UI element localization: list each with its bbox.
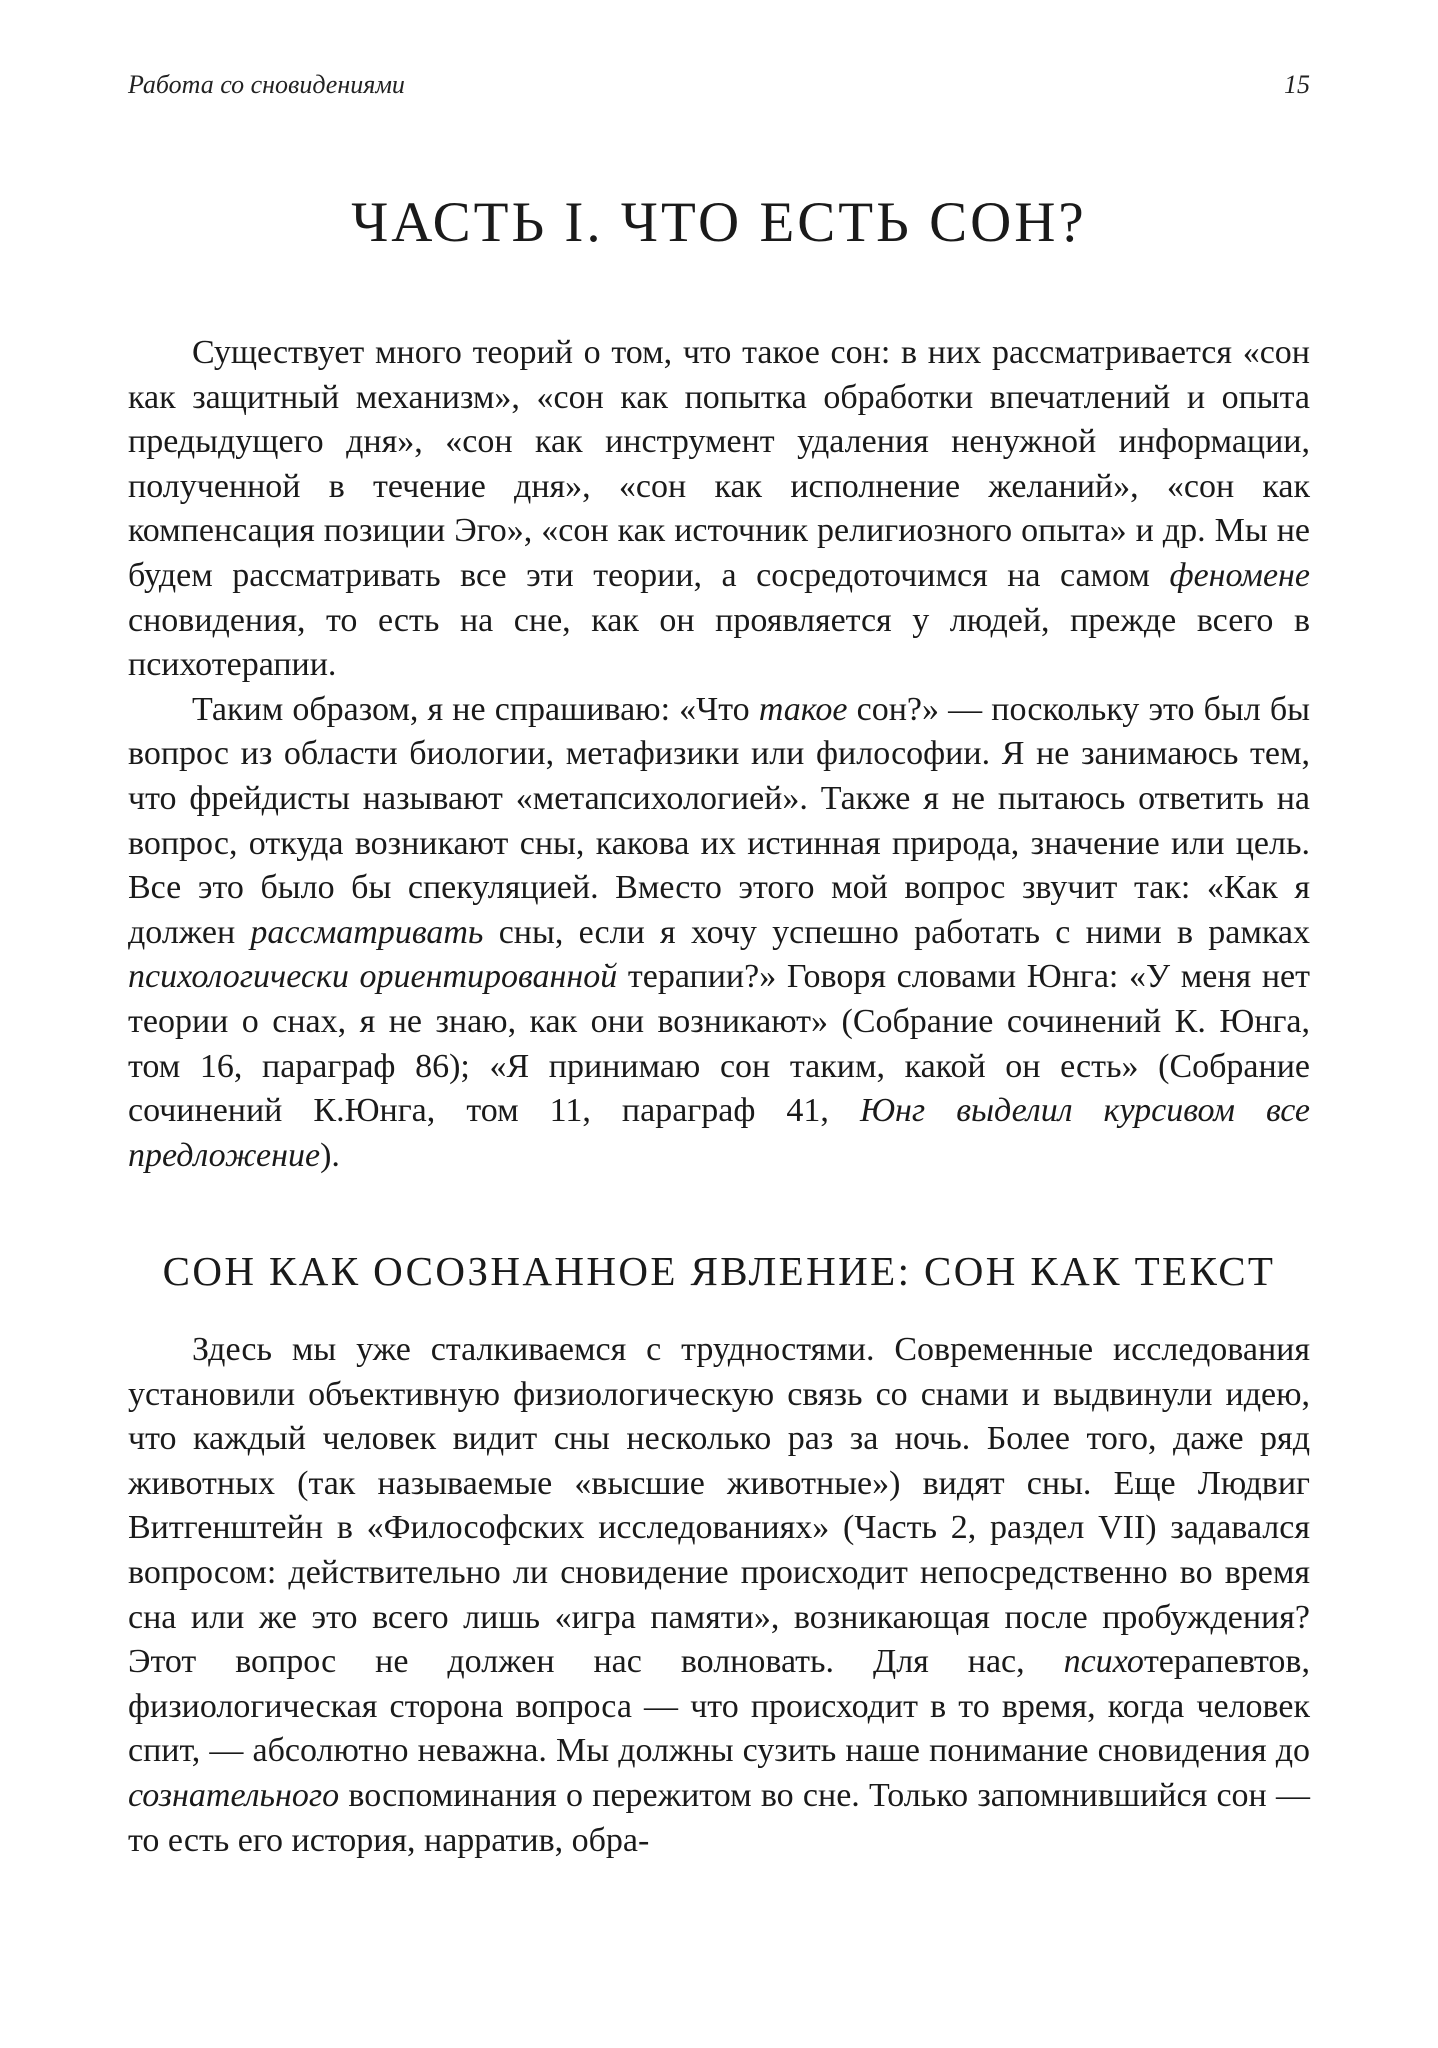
paragraph: Здесь мы уже сталкиваемся с трудностями. Современные исследования установили объективную физиологическую связь со снами и выдвинули идею, что каждый человек видит сны несколько раз за ночь. Более того, даже ряд животных (так называемые «высшие животные») видят сны. Еще Людвиг Витгенштейн в «Философских исследованиях» (Часть 2, раздел VII) задавался вопросом: действительно ли сновидение происходит непосредственно во время сна или же это всего лишь «игра памяти», возникающая после пробуждения? Этот вопрос не должен нас волновать. Для нас, психотерапевтов, физиологическая сторона вопроса — что происходит в то время, когда человек спит, — абсолютно неважна. Мы должны сузить наше понимание сновидения до сознательного воспоминания о пережитом во сне. Только запомнившийся сон — то есть его история, нарратив, обра- xyxy=(128,1331,1310,1859)
page-number: 15 xyxy=(1284,70,1310,99)
chapter-title: ЧАСТЬ I. ЧТО ЕСТЬ СОН? xyxy=(351,191,1087,254)
section-heading: СОН КАК ОСОЗНАННОЕ ЯВЛЕНИЕ: СОН КАК ТЕКСТ xyxy=(162,1248,1276,1294)
running-head xyxy=(128,70,1310,110)
running-head-title: Работа со сновидениями xyxy=(128,70,405,99)
paragraph: Таким образом, я не спрашиваю: «Что такое сон?» — поскольку это был бы вопрос из области биологии, метафизики или философии. Я не занимаюсь тем, что фрейдисты называют «метапсихологией». Также я не пытаюсь ответить на вопрос, откуда возникают сны, какова их истинная природа, значение или цель. Все это было бы спекуляцией. Вместо этого мой вопрос звучит так: «Как я должен рассматривать сны, если я хочу успешно работать с ними в рамках психологически ориентированной терапии?» Говоря словами Юнга: «У меня нет теории о снах, я не знаю, как они возникают» (Собрание сочинений К. Юнга, том 16, параграф 86); «Я принимаю сон таким, какой он есть» (Собрание сочинений К.Юнга, том 11, параграф 41, Юнг выделил курсивом все предложение). xyxy=(128,690,1310,1174)
section-1-body xyxy=(128,331,1310,1178)
paragraph: Существует много теорий о том, что такое сон: в них рассматривается «сон как защитный механизм», «сон как попытка обработки впечатлений и опыта предыдущего дня», «сон как инструмент удаления ненужной информации, полученной в течение дня», «сон как исполнение желаний», «сон как компенсация позиции Эго», «сон как источник религиозного опыта» и др. Мы не будем рассматривать все эти теории, а сосредоточимся на самом феномене сновидения, то есть на сне, как он проявляется у людей, прежде всего в психотерапии. xyxy=(128,334,1310,684)
section-2-body xyxy=(128,1328,1310,1863)
